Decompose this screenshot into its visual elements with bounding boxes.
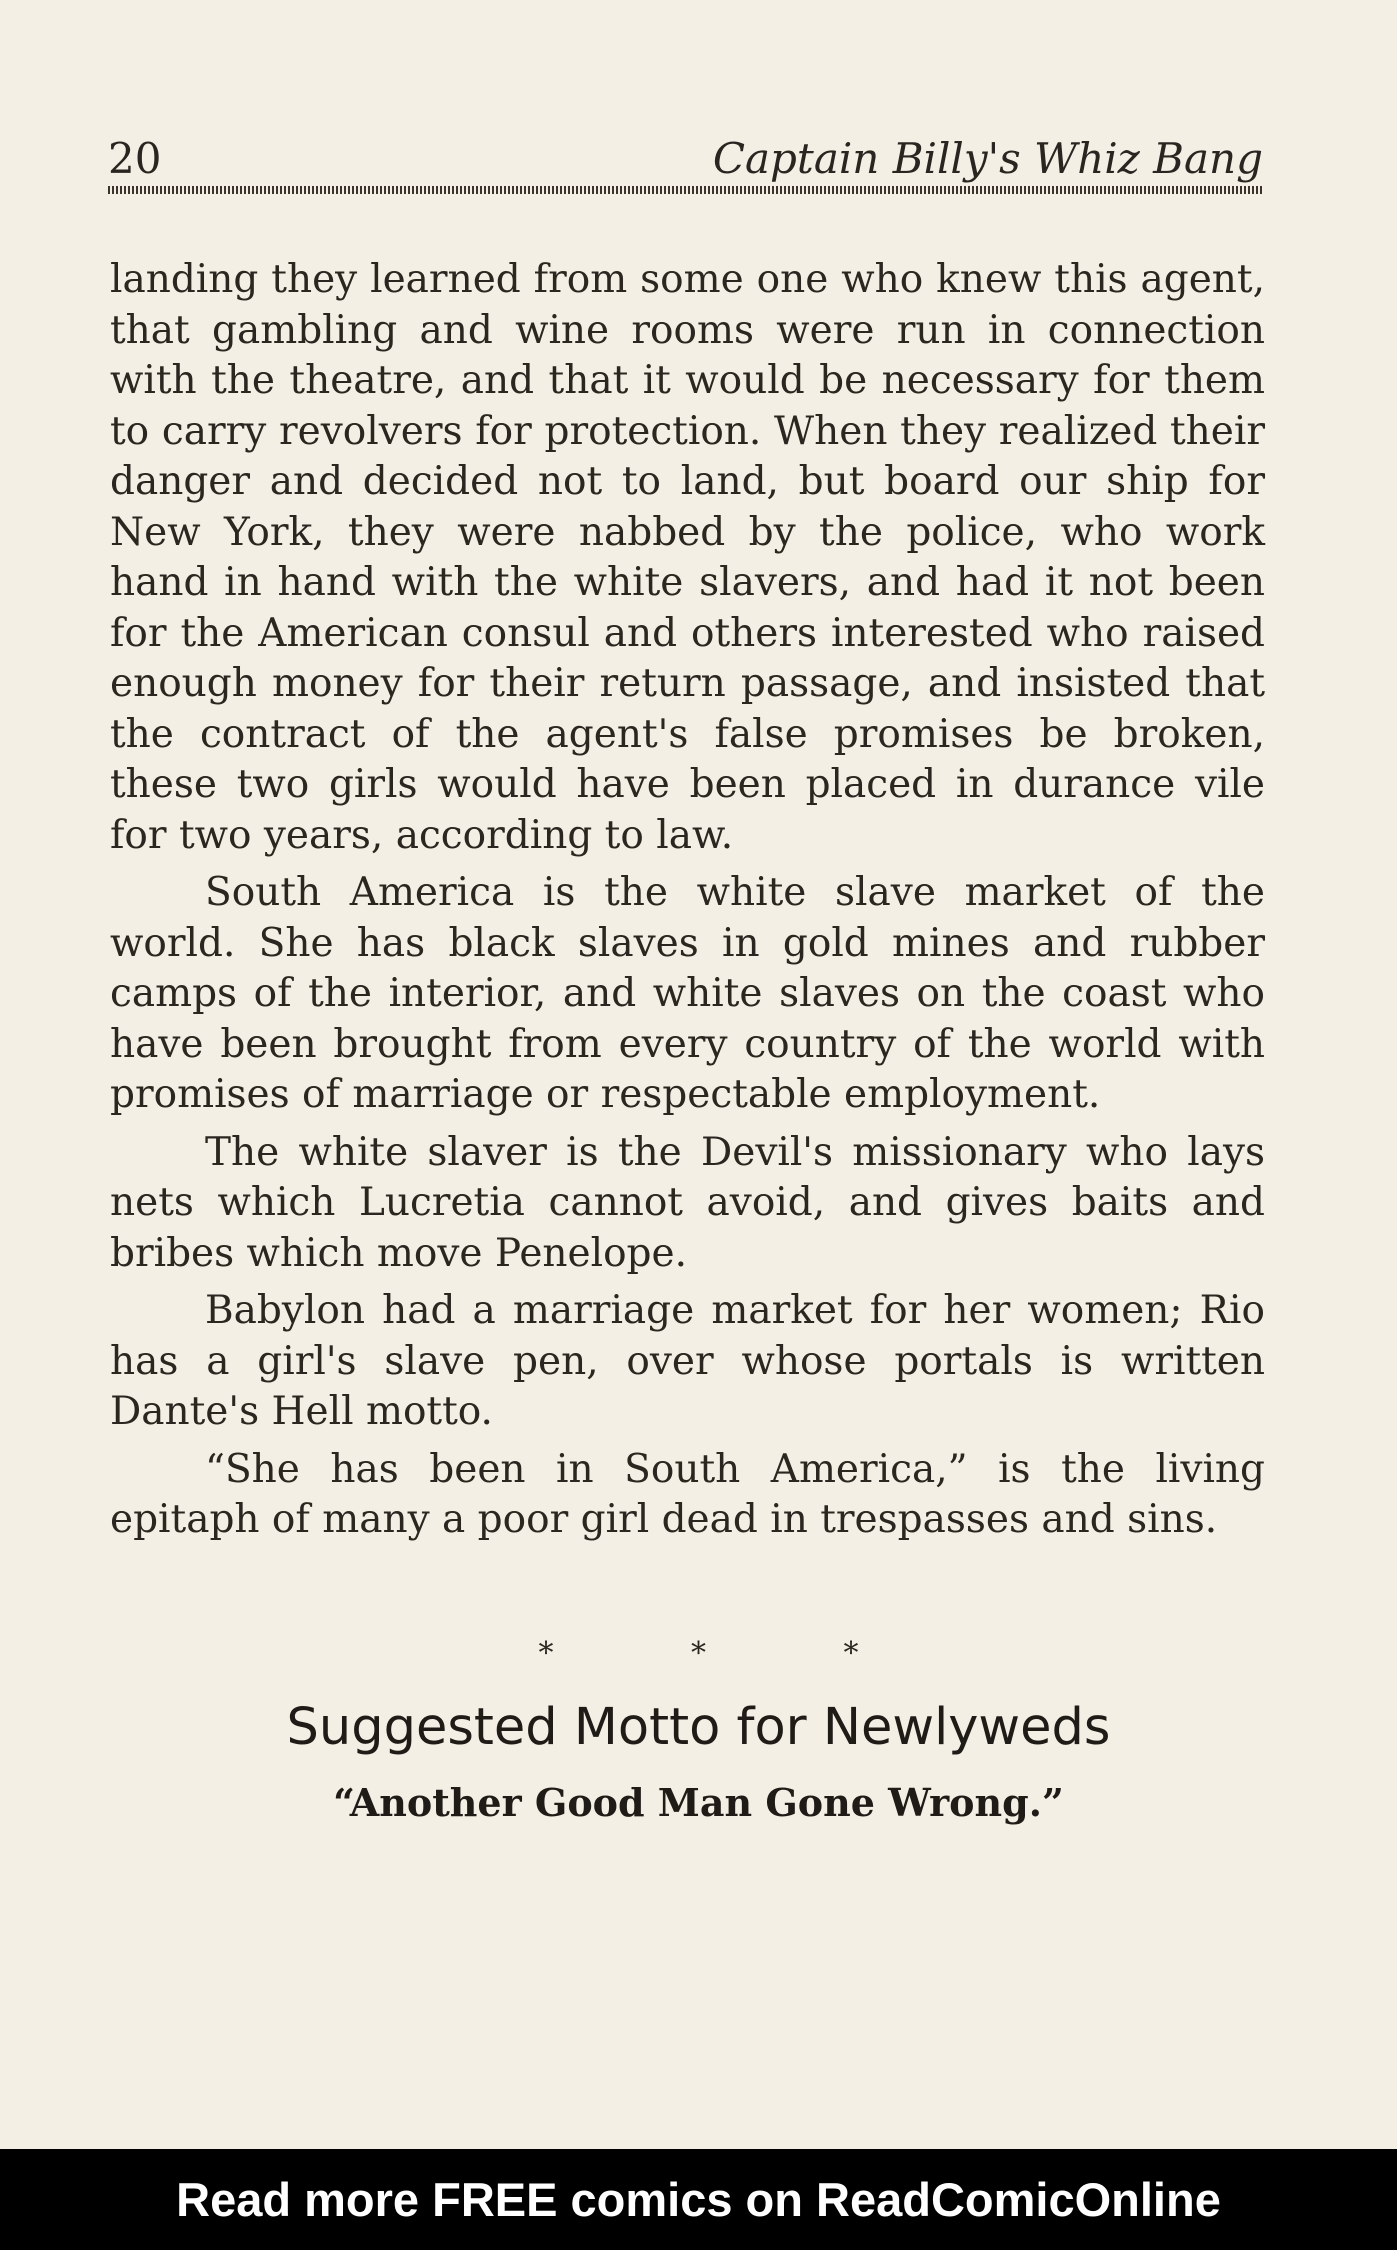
paragraph: South America is the white slave market of the world. She has black slaves in gold mines and rubber camps of the interior, and white slaves on the coast who have been brought from every country of the world with promises of marriage or respectable employment. bbox=[110, 870, 1265, 1117]
article-body bbox=[110, 255, 1265, 1553]
motto-heading: Suggested Motto for Newlyweds bbox=[286, 1698, 1111, 1757]
section-separator: * * * bbox=[538, 1636, 923, 1671]
page-number: 20 bbox=[108, 134, 162, 183]
paragraph: Babylon had a marriage market for her women; Rio has a girl's slave pen, over whose portals is written Dante's Hell motto. bbox=[110, 1288, 1265, 1434]
paragraph: “She has been in South America,” is the living epitaph of many a poor girl dead in trespasses and sins. bbox=[110, 1446, 1265, 1542]
running-title: Captain Billy's Whiz Bang bbox=[712, 134, 1263, 183]
motto-text: “Another Good Man Gone Wrong.” bbox=[333, 1780, 1064, 1825]
paragraph: The white slaver is the Devil's missionary who lays nets which Lucretia cannot avoid, and gives baits and bribes which move Penelope. bbox=[110, 1129, 1265, 1276]
header-rule bbox=[108, 186, 1263, 194]
footer-banner[interactable]: Read more FREE comics on ReadComicOnline bbox=[0, 2149, 1397, 2250]
page-header bbox=[108, 128, 1263, 186]
paragraph: landing they learned from some one who knew this agent, that gambling and wine rooms were run in connection with the theatre, and that it would be necessary for them to carry revolvers for protection. When they realized their danger and decided not to land, but board our ship for New York, they were nabbed by the police, who work hand in hand with the white slavers, and had it not been for the American consul and others interested who raised enough money for their return passage, and insisted that the contract of the agent's false promises be broken, these two girls would have been placed in durance vile for two years, according to law. bbox=[110, 257, 1265, 858]
